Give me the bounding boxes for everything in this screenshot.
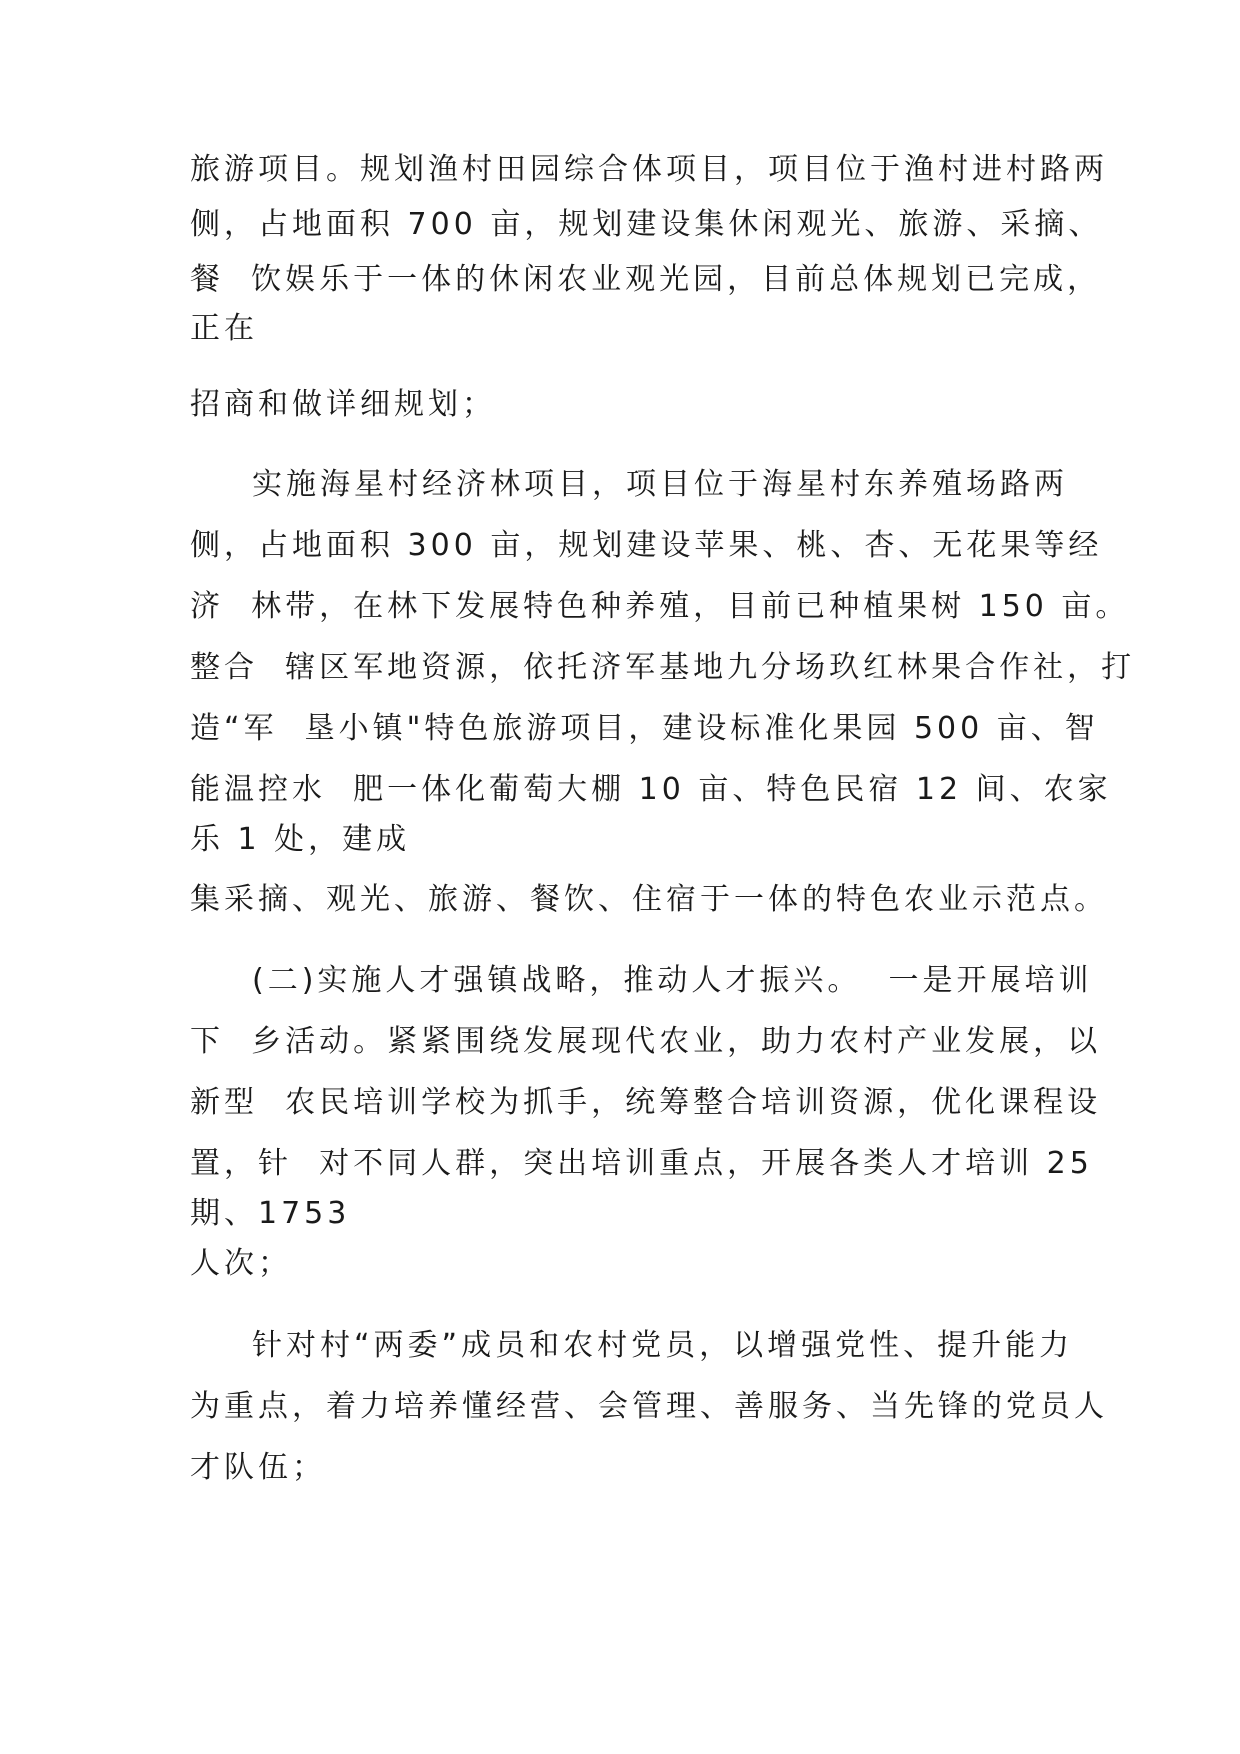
paragraph-1-line-3: 餐 饮娱乐于一体的休闲农业观光园，目前总体规划已完成， <box>190 262 1102 297</box>
paragraph-4-line-3: 才队伍； <box>190 1450 326 1485</box>
paragraph-3-line-3: 新型 农民培训学校为抓手，统筹整合培训资源，优化课程设 <box>190 1085 1102 1120</box>
paragraph-2-line-5: 造“军 垦小镇"特色旅游项目，建设标准化果园 500 亩、智 <box>190 711 1099 746</box>
paragraph-3-line-2: 下 乡活动。紧紧围绕发展现代农业，助力农村产业发展，以 <box>190 1024 1102 1059</box>
paragraph-1-line-2: 侧，占地面积 700 亩，规划建设集休闲观光、旅游、采摘、 <box>190 207 1103 242</box>
paragraph-1-line-5: 招商和做详细规划； <box>190 387 496 422</box>
paragraph-2-line-6: 能温控水 肥一体化葡萄大棚 10 亩、特色民宿 12 间、农家 <box>190 772 1112 807</box>
paragraph-1-line-1: 旅游项目。规划渔村田园综合体项目，项目位于渔村进村路两 <box>190 152 1108 187</box>
paragraph-2-line-2: 侧，占地面积 300 亩，规划建设苹果、桃、杏、无花果等经 <box>190 528 1103 563</box>
paragraph-2-line-4: 整合 辖区军地资源，依托济军基地九分场玖红林果合作社，打 <box>190 650 1136 685</box>
paragraph-2-line-8: 集采摘、观光、旅游、餐饮、住宿于一体的特色农业示范点。 <box>190 882 1108 917</box>
paragraph-3-line-1: (二)实施人才强镇战略，推动人才振兴。 一是开展培训 <box>252 963 1093 998</box>
paragraph-3-line-4: 置，针 对不同人群，突出培训重点，开展各类人才培训 25 <box>190 1146 1093 1181</box>
paragraph-2-line-1: 实施海星村经济林项目，项目位于海星村东养殖场路两 <box>252 467 1068 502</box>
paragraph-2-line-7: 乐 1 处，建成 <box>190 822 411 857</box>
paragraph-4-line-1: 针对村“两委”成员和农村党员，以增强党性、提升能力 <box>252 1328 1074 1363</box>
paragraph-3-line-5: 期、1753 <box>190 1196 351 1231</box>
paragraph-3-line-6: 人次； <box>190 1246 292 1281</box>
paragraph-2-line-3: 济 林带，在林下发展特色种养殖，目前已种植果树 150 亩。 <box>190 589 1130 624</box>
paragraph-1-line-4: 正在 <box>190 311 258 346</box>
paragraph-4-line-2: 为重点，着力培养懂经营、会管理、善服务、当先锋的党员人 <box>190 1389 1108 1424</box>
